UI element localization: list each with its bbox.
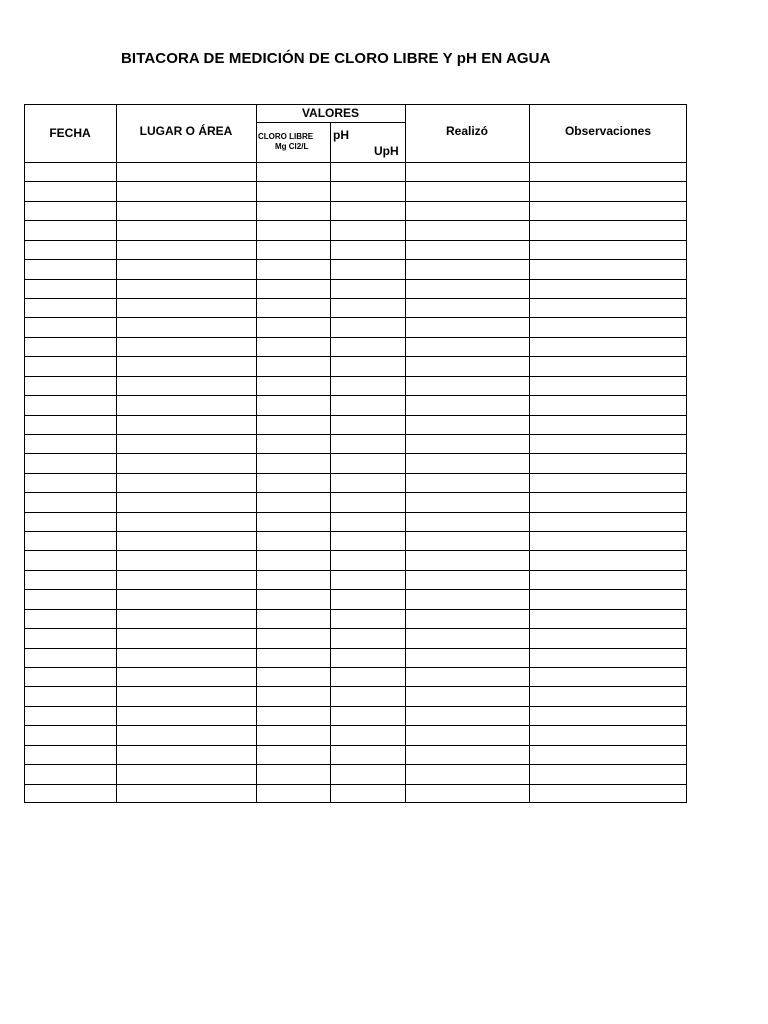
table-row: [24, 531, 687, 550]
table-row: [24, 298, 687, 317]
log-table: [24, 104, 687, 803]
header-fecha: FECHA: [49, 126, 91, 140]
table-row: [24, 570, 687, 589]
table-row: [24, 648, 687, 667]
table-row: [24, 628, 687, 647]
table-row: [24, 434, 687, 453]
valores-divider: [256, 122, 405, 123]
table-row: [24, 706, 687, 725]
table-row: [24, 609, 687, 628]
table-border-top: [24, 104, 687, 105]
table-row: [24, 337, 687, 356]
table-row: [24, 550, 687, 569]
table-row: [24, 395, 687, 414]
header-ph: pH: [333, 128, 349, 142]
table-row: [24, 240, 687, 259]
header-cloro-libre: CLORO LIBRE: [258, 132, 314, 141]
table-row: [24, 317, 687, 336]
table-row: [24, 259, 687, 278]
header-observaciones: Observaciones: [564, 124, 652, 138]
table-row: [24, 162, 687, 181]
table-row: [24, 725, 687, 744]
table-row: [24, 279, 687, 298]
header-valores: VALORES: [301, 105, 360, 120]
table-row: [24, 686, 687, 705]
table-row: [24, 356, 687, 375]
table-row: [24, 784, 687, 803]
table-row: [24, 453, 687, 472]
table-row: [24, 181, 687, 200]
table-row: [24, 492, 687, 511]
table-row: [24, 220, 687, 239]
table-row: [24, 376, 687, 395]
table-row: [24, 589, 687, 608]
page-title: BITACORA DE MEDICIÓN DE CLORO LIBRE Y pH EN AGUA: [121, 50, 551, 67]
header-lugar: LUGAR O ÁREA: [139, 124, 233, 138]
table-row: [24, 415, 687, 434]
table-row: [24, 745, 687, 764]
table-row: [24, 473, 687, 492]
header-realizo: Realizó: [445, 124, 488, 138]
table-row: [24, 201, 687, 220]
table-row: [24, 764, 687, 783]
table-row: [24, 512, 687, 531]
header-ph-unit: UpH: [374, 144, 399, 158]
header-cloro-unit: Mg Cl2/L: [275, 142, 309, 151]
table-row: [24, 667, 687, 686]
